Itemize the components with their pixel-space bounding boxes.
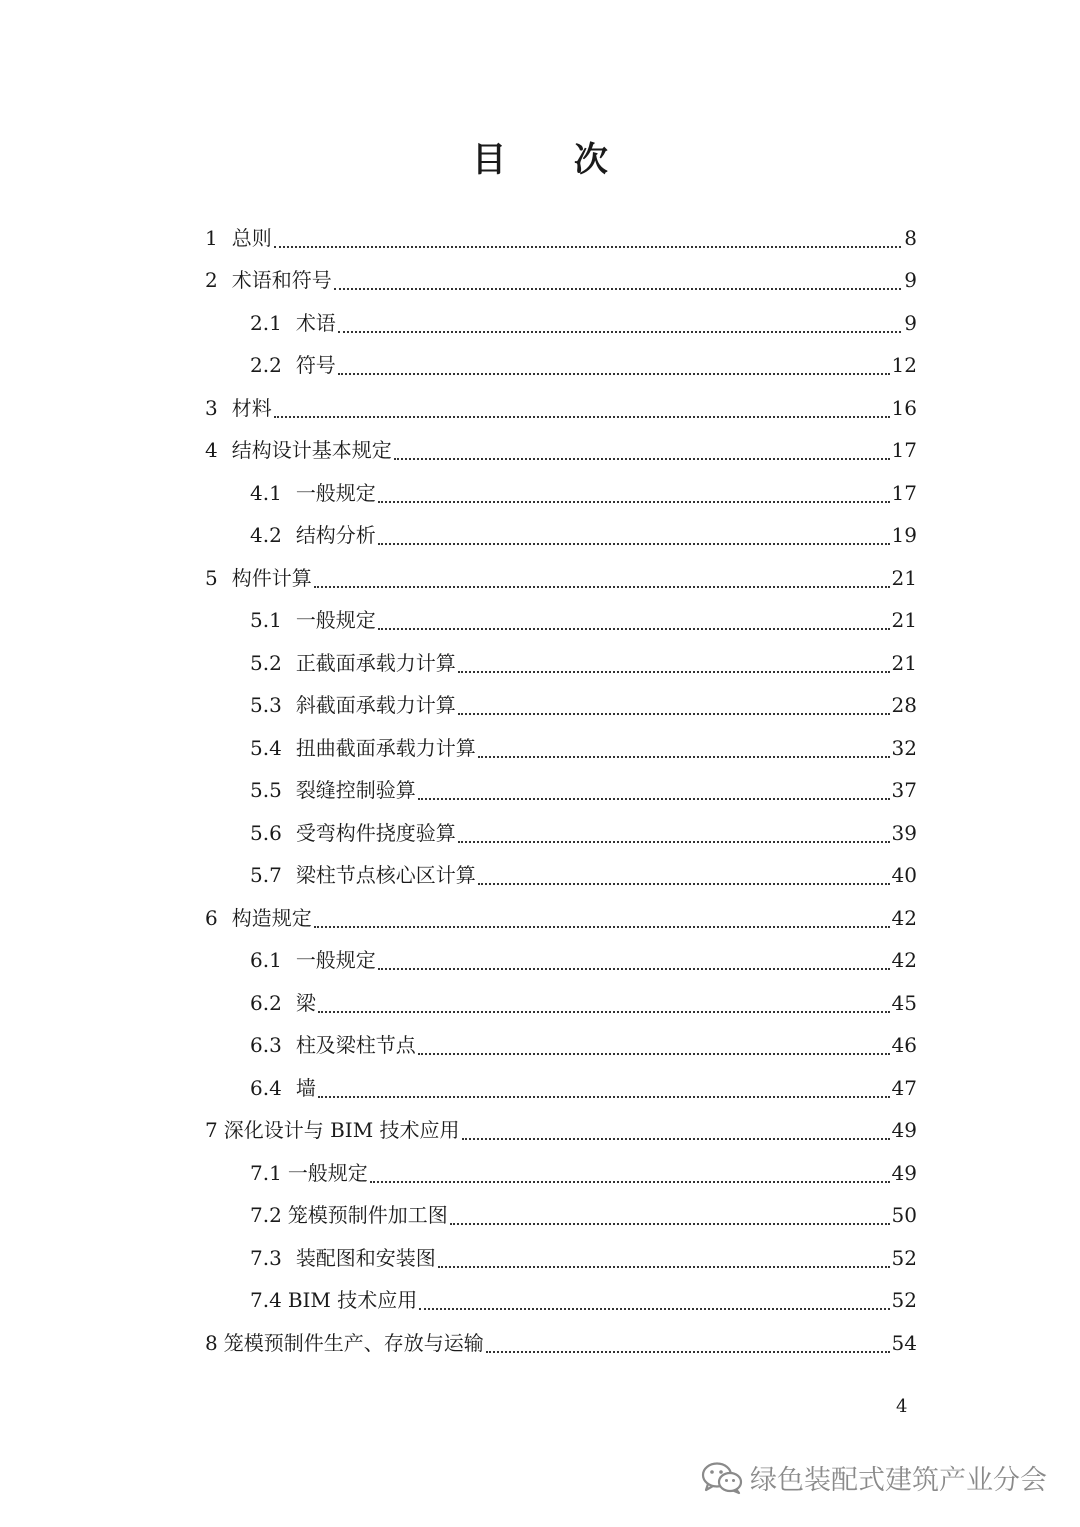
toc-entry-number: 2 [205,268,218,292]
toc-dot-leader [478,755,890,758]
watermark-text: 绿色装配式建筑产业分会 [750,1465,1047,1496]
toc-entry-label: 梁柱节点核心区计算 [295,863,476,887]
toc-entry-number: 1 [205,225,218,250]
toc-entry-label: 构件计算 [231,565,312,590]
toc-entry[interactable] [205,1109,917,1152]
toc-entry-label: 深化设计与 BIM 技术应用 [223,1118,460,1142]
toc-entry-page: 46 [891,1033,917,1057]
toc-dot-leader [314,585,890,588]
toc-entry-label: 材料 [231,395,272,420]
toc-entry-label: 一般规定 [295,480,376,505]
toc-entry-number: 7.4 [250,1288,282,1312]
toc-entry-number: 7.3 [250,1245,282,1270]
toc-entry-number: 5 [205,565,218,590]
toc-entry-number: 6.4 [250,1075,282,1100]
toc-entry[interactable] [205,514,917,557]
toc-entry-page: 9 [904,268,917,292]
toc-dot-leader [378,627,890,630]
toc-entry-page: 17 [891,438,917,462]
toc-entry-page: 42 [891,905,917,930]
toc-entry-page: 40 [891,863,917,887]
toc-entry-label: 斜截面承载力计算 [295,693,456,717]
toc-entry-page: 21 [891,650,917,675]
toc-entry-number: 6 [205,905,218,930]
toc-entry-label: 一般规定 [287,1160,368,1185]
toc-entry[interactable] [205,641,917,684]
toc-entry-number: 8 [205,1330,218,1355]
toc-entry[interactable] [205,344,917,387]
toc-dot-leader [274,415,890,418]
toc-entry-number: 5.6 [250,820,282,845]
toc-entry-label: 总则 [231,225,272,250]
toc-entry-page: 32 [891,735,917,760]
toc-entry[interactable] [205,684,917,727]
toc-entry-label: 裂缝控制验算 [295,778,416,802]
toc-entry[interactable] [205,1321,917,1364]
toc-entry[interactable] [205,726,917,769]
toc-entry-page: 16 [891,395,917,420]
toc-entry-label: 装配图和安装图 [295,1245,436,1270]
toc-entry[interactable] [205,1236,917,1279]
toc-entry-page: 52 [891,1288,917,1312]
toc-dot-leader [462,1137,890,1140]
toc-entry-page: 49 [891,1160,917,1185]
toc-entry-label: 结构分析 [295,523,376,547]
toc-entry[interactable] [205,386,917,429]
toc-entry-page: 21 [891,608,917,632]
toc-dot-leader [458,670,890,673]
toc-dot-leader [378,967,890,970]
toc-entry-label: 正截面承载力计算 [295,650,456,675]
toc-entry-label: 构造规定 [231,905,312,930]
toc-entry-page: 39 [891,820,917,845]
toc-entry-label: 笼模预制件生产、存放与运输 [223,1330,484,1355]
toc-entry[interactable] [205,556,917,599]
table-of-contents [205,216,917,1364]
toc-entry[interactable] [205,981,917,1024]
toc-entry-label: 扭曲截面承载力计算 [295,735,476,760]
toc-dot-leader [338,330,901,333]
toc-dot-leader [370,1180,890,1183]
toc-dot-leader [419,1307,889,1310]
toc-entry[interactable] [205,1194,917,1237]
toc-entry-page: 42 [891,948,917,972]
toc-dot-leader [274,245,901,248]
toc-entry-page: 45 [891,990,917,1015]
toc-entry-label: 一般规定 [295,948,376,972]
toc-entry-number: 7.1 [250,1160,282,1185]
toc-entry-number: 5.4 [250,735,282,760]
toc-entry[interactable] [205,1066,917,1109]
toc-entry-number: 6.3 [250,1033,282,1057]
toc-dot-leader [394,457,890,460]
toc-entry-page: 12 [891,353,917,377]
toc-dot-leader [334,287,901,290]
toc-dot-leader [318,1095,890,1098]
toc-entry[interactable] [205,599,917,642]
toc-entry[interactable] [205,259,917,302]
toc-entry[interactable] [205,854,917,897]
toc-entry-number: 7.2 [250,1203,282,1227]
toc-entry-label: 术语 [295,310,336,335]
toc-entry-number: 2.1 [250,310,282,335]
toc-dot-leader [318,1010,890,1013]
toc-dot-leader [458,712,890,715]
watermark [700,1458,1047,1497]
toc-entry-label: 一般规定 [295,608,376,632]
toc-entry[interactable] [205,429,917,472]
toc-entry[interactable] [205,939,917,982]
toc-entry[interactable] [205,1024,917,1067]
toc-entry-page: 21 [891,565,917,590]
toc-dot-leader [438,1265,890,1268]
toc-entry-number: 5.3 [250,693,282,717]
toc-dot-leader [378,542,890,545]
toc-entry-page: 28 [891,693,917,717]
toc-entry-label: 结构设计基本规定 [231,438,392,462]
toc-entry[interactable] [205,471,917,514]
toc-dot-leader [418,1052,890,1055]
toc-entry-number: 5.5 [250,778,282,802]
toc-entry-page: 49 [891,1118,917,1142]
toc-entry-label: 受弯构件挠度验算 [295,820,456,845]
toc-dot-leader [458,840,890,843]
toc-dot-leader [450,1222,890,1225]
toc-entry[interactable] [205,1151,917,1194]
toc-entry-label: 笼模预制件加工图 [287,1203,448,1227]
toc-entry-label: 符号 [295,353,336,377]
toc-entry-page: 50 [891,1203,917,1227]
toc-entry-page: 17 [891,480,917,505]
toc-dot-leader [314,925,890,928]
toc-entry-page: 9 [904,310,917,335]
toc-entry-number: 4.2 [250,523,282,547]
toc-entry-page: 37 [891,778,917,802]
toc-dot-leader [478,882,890,885]
toc-entry-page: 54 [891,1330,917,1355]
toc-entry[interactable] [205,896,917,939]
toc-entry-number: 2.2 [250,353,282,377]
toc-entry-number: 5.1 [250,608,282,632]
toc-entry-number: 6.2 [250,990,282,1015]
toc-entry-page: 19 [891,523,917,547]
wechat-icon [700,1460,744,1496]
toc-entry[interactable] [205,216,917,259]
toc-dot-leader [486,1350,890,1353]
toc-entry-number: 3 [205,395,218,420]
toc-entry-number: 7 [205,1118,218,1142]
toc-dot-leader [418,797,890,800]
toc-entry-label: 柱及梁柱节点 [295,1033,416,1057]
toc-entry-number: 5.2 [250,650,282,675]
toc-entry-page: 8 [904,225,917,250]
toc-entry-page: 52 [891,1245,917,1270]
toc-entry-number: 4.1 [250,480,282,505]
toc-entry-label: 术语和符号 [231,268,332,292]
toc-entry[interactable] [205,769,917,812]
toc-entry-number: 5.7 [250,863,282,887]
toc-entry-label: BIM 技术应用 [287,1288,418,1312]
toc-dot-leader [378,500,890,503]
toc-entry-number: 6.1 [250,948,282,972]
toc-entry-page: 47 [891,1075,917,1100]
toc-entry[interactable] [205,301,917,344]
toc-entry-label: 墙 [295,1075,316,1100]
page-number: 4 [896,1396,908,1417]
page-title: 目 次 [472,140,636,180]
toc-entry[interactable] [205,1279,917,1322]
toc-dot-leader [338,372,890,375]
toc-entry-label: 梁 [295,990,316,1015]
toc-entry-number: 4 [205,438,218,462]
toc-entry[interactable] [205,811,917,854]
